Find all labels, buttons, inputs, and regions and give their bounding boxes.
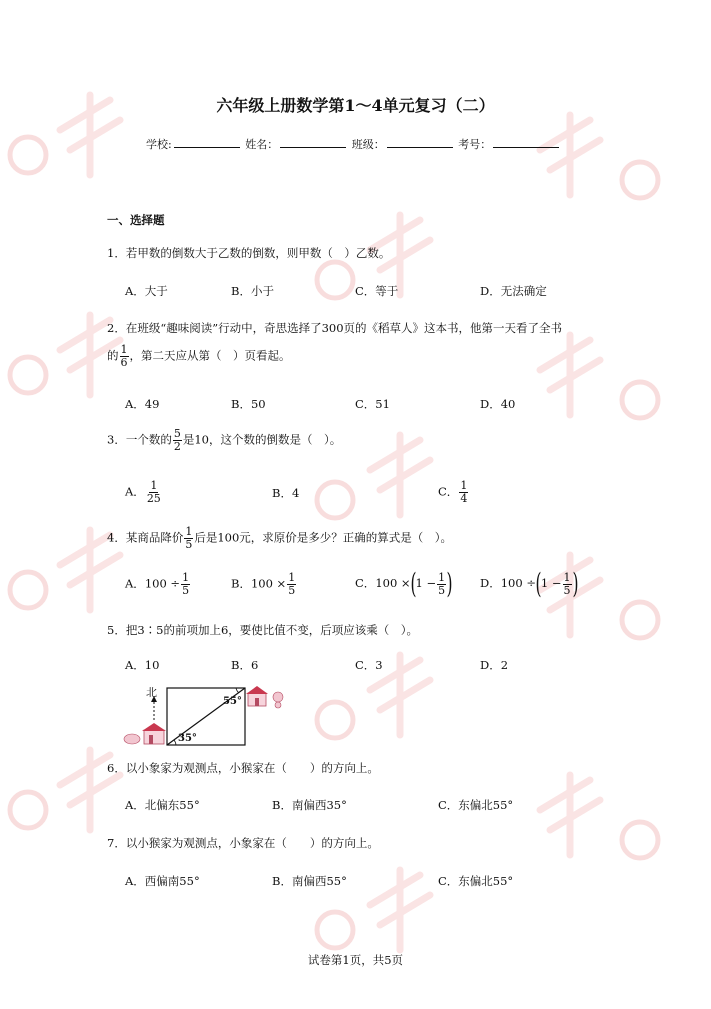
q4-d-label: D． <box>480 576 501 590</box>
q3-option-c[interactable] <box>438 480 469 505</box>
q4-post: 后是100元，求原价是多少？正确的算式是（ ）。 <box>194 530 453 545</box>
q4-d-right-paren: ) <box>571 567 579 600</box>
question-5-text: 5．把3∶5的前项加上6，要使比值不变，后项应该乘（ ）。 <box>107 623 419 637</box>
q4-d-den: 5 <box>563 583 571 597</box>
q3-frac-num: 5 <box>173 427 181 440</box>
q3-c-num: 1 <box>460 479 468 492</box>
direction-figure <box>118 684 298 750</box>
q4-c-expr: 100 × <box>375 576 411 590</box>
q3-a-num: 1 <box>150 479 158 492</box>
school-blank[interactable] <box>174 136 240 148</box>
q5-option-c[interactable]: C．3 <box>355 658 383 672</box>
q4-frac-den: 5 <box>185 538 193 551</box>
question-2-line2 <box>107 344 291 369</box>
q4-a-fraction <box>181 572 190 597</box>
q4-c-label: C． <box>355 576 376 590</box>
q4-a-expr: 100 ÷ <box>144 576 181 591</box>
q4-b-num: 1 <box>288 571 296 584</box>
q4-d-num: 1 <box>563 570 571 584</box>
q1-option-c[interactable]: C．等于 <box>355 284 399 298</box>
q4-c-num: 1 <box>438 570 446 584</box>
q4-c-left-paren: ( <box>410 567 417 600</box>
q4-c-one-minus: 1 − <box>415 576 437 590</box>
question-7-text: 7．以小猴家为观测点，小象家在（ ）的方向上。 <box>107 836 379 850</box>
q3-option-a-label: A． <box>125 484 145 499</box>
q4-pre: 4．某商品降价 <box>107 530 184 545</box>
angle-arc-top <box>236 688 239 693</box>
exam-number-label: 考号： <box>458 138 492 151</box>
q4-c-fraction <box>437 572 446 597</box>
q4-b-fraction <box>287 572 296 597</box>
q5-option-a[interactable]: A．10 <box>125 658 160 672</box>
q1-option-a[interactable]: A．大于 <box>125 284 168 298</box>
q3-option-a-fraction <box>146 480 162 505</box>
q3-post: 是10，这个数的倒数是（ ）。 <box>182 432 342 447</box>
q6-option-a[interactable]: A．北偏东55° <box>125 798 200 812</box>
q4-d-fraction <box>563 572 572 597</box>
q4-c-den: 5 <box>438 583 446 597</box>
monkey-house-icon <box>246 686 283 708</box>
angle-label-top: 55° <box>223 696 242 707</box>
q1-option-d[interactable]: D．无法确定 <box>480 284 547 298</box>
question-3-text <box>107 428 341 453</box>
angle-label-bottom: 35° <box>178 733 197 744</box>
q3-option-c-label: C． <box>438 484 459 499</box>
question-6-text: 6．以小象家为观测点，小猴家在（ ）的方向上。 <box>107 761 379 775</box>
q5-option-b[interactable]: B．6 <box>231 658 259 672</box>
exam-number-blank[interactable] <box>493 136 559 148</box>
q6-option-c[interactable]: C．东偏北55° <box>438 798 514 812</box>
q4-option-a[interactable] <box>125 572 191 597</box>
q2-option-a[interactable]: A．49 <box>125 397 160 411</box>
q2-option-b[interactable]: B．50 <box>231 397 266 411</box>
question-1-text: 1．若甲数的倒数大于乙数的倒数，则甲数（ ）乙数。 <box>107 246 391 260</box>
q3-pre: 3．一个数的 <box>107 432 172 447</box>
class-blank[interactable] <box>387 136 453 148</box>
q4-d-one-minus: 1 − <box>540 576 562 590</box>
q3-option-a[interactable] <box>125 480 163 505</box>
q3-frac-den: 2 <box>173 440 181 453</box>
angle-arc-bottom <box>174 740 176 745</box>
q2-option-d[interactable]: D．40 <box>480 397 516 411</box>
q4-b-expr: 100 × <box>250 576 287 591</box>
q1-option-b[interactable]: B．小于 <box>231 284 274 298</box>
section-heading-choice: 一、选择题 <box>107 213 165 227</box>
q6-option-b[interactable]: B．南偏西35° <box>272 798 347 812</box>
q3-option-c-fraction <box>459 480 468 505</box>
q4-option-c[interactable] <box>355 567 453 600</box>
school-label: 学校: <box>146 138 172 151</box>
q7-option-c[interactable]: C．东偏北55° <box>438 874 514 888</box>
q2-frac-num: 1 <box>120 343 128 356</box>
name-label: 姓名： <box>245 138 279 151</box>
q2-post: ，第二天应从第（ ）页看起。 <box>129 348 291 363</box>
page-footer: 试卷第1页，共5页 <box>307 953 404 967</box>
q3-a-den: 25 <box>146 492 161 505</box>
q4-d-expr: 100 ÷ <box>500 576 536 590</box>
student-info-row <box>146 136 561 152</box>
q4-frac-num: 1 <box>185 525 193 538</box>
q4-d-left-paren: ( <box>535 567 542 600</box>
q4-b-den: 5 <box>288 584 296 597</box>
q2-fraction <box>120 344 129 369</box>
direction-figure-svg <box>118 684 298 750</box>
q4-c-right-paren: ) <box>446 567 453 600</box>
q4-fraction <box>184 526 193 551</box>
q2-frac-den: 6 <box>120 356 128 369</box>
page-title: 六年级上册数学第1～4单元复习（二） <box>216 96 495 115</box>
q4-a-den: 5 <box>182 584 190 597</box>
q2-pre: 的 <box>107 348 119 363</box>
north-label: 北 <box>146 686 157 699</box>
q3-c-den: 4 <box>460 492 468 505</box>
q4-a-num: 1 <box>182 571 190 584</box>
q4-option-d[interactable] <box>480 567 579 600</box>
q4-option-b[interactable] <box>231 572 297 597</box>
q5-option-d[interactable]: D．2 <box>480 658 509 672</box>
elephant-house-icon <box>124 723 166 744</box>
q3-fraction <box>173 428 182 453</box>
q3-option-b[interactable]: B．4 <box>272 486 300 500</box>
question-4-text <box>107 526 452 551</box>
question-2-line1: 2．在班级“趣味阅读”行动中，奇思选择了300页的《稻草人》这本书，他第一天看了全书 <box>107 321 563 335</box>
name-blank[interactable] <box>280 136 346 148</box>
q4-b-label: B． <box>231 576 251 591</box>
class-label: 班级： <box>351 138 385 151</box>
q7-option-b[interactable]: B．南偏西55° <box>272 874 347 888</box>
q7-option-a[interactable]: A．西偏南55° <box>125 874 200 888</box>
q2-option-c[interactable]: C．51 <box>355 397 390 411</box>
q4-a-label: A． <box>125 576 145 591</box>
